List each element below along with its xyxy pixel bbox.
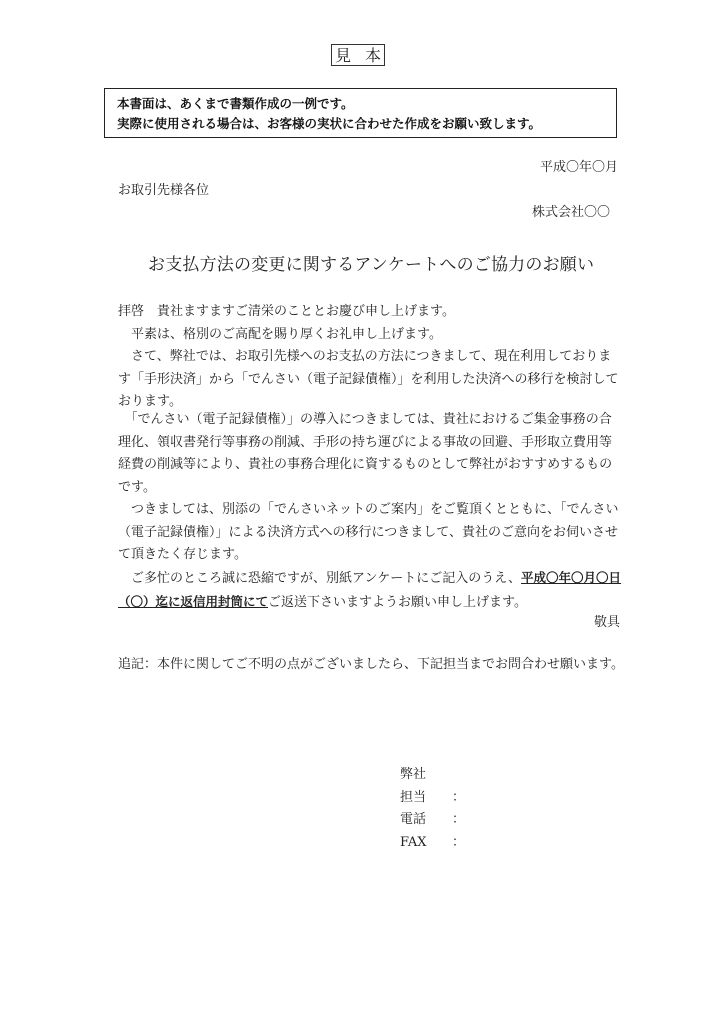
contact-label: FAX [400,834,427,850]
notice-box [104,88,617,138]
paragraph-5-pre: ご多忙のところ誠に恐縮ですが、別紙アンケートにご記入のうえ、 [118,571,522,586]
notice-line-2: 実際に使用される場合は、お客様の実状に合わせた作成をお願い致します。 [117,116,542,131]
contact-block [400,764,465,854]
contact-row-person [400,787,465,810]
contact-company: 弊社 [400,767,427,782]
contact-row-phone [400,809,465,832]
paragraph-3: 「でんさい（電子記録債権）」の導入につきましては、貴社におけるご集金事務の合理化、領収書発行等事務の削減、手形の持ち運びによる事故の回避、手形取立費用等経費の削減等により、貴社の事務合理化に資するものとして弊社がおすすめするものです。 [118,412,613,495]
contact-sep: ： [452,834,466,850]
body-intro [118,301,623,414]
document-title: お支払方法の変更に関するアンケートへのご協力のお願い [148,255,595,275]
paragraph-2: さて、弊社では、お取引先様へのお支払の方法につきまして、現在利用しております「手形決済」から「でんさい（電子記録債権）」を利用した決済への移行を検討しております。 [118,349,619,409]
greeting: 拝啓 貴社ますますご清栄のこととお慶び申し上げます。 [118,304,455,319]
contact-sep: ： [452,812,466,827]
contact-label: 担当 [400,789,427,805]
contact-row-fax [400,832,465,855]
sample-char-1: 見 [335,46,352,65]
paragraph-5-post: ご返送下さいますようお願い申し上げます。 [268,594,527,610]
reply-deadline: 平成〇年〇月〇日（〇）迄に返信用封筒にて [118,570,622,609]
paragraph-5 [118,567,623,614]
date: 平成〇年〇月 [539,160,618,175]
contact-sep: ： [452,789,466,805]
sample-char-2: 本 [364,46,381,65]
postscript: 追記：本件に関してご不明の点がございましたら、下記担当までお問合わせ願います。 [118,657,624,672]
addressee: お取引先様各位 [118,183,210,198]
paragraph-4: つきましては、別添の「でんさいネットのご案内」をご覧頂くとともに、「でんさい（電子記録債権）」による決済方式への移行につきまして、貴社のご意向をお伺いさせて頂きたく存じます。 [118,502,619,562]
sender-company: 株式会社〇〇 [531,205,610,220]
sample-stamp [331,44,385,66]
paragraph-1: 平素は、格別のご高配を賜り厚くお礼申し上げます。 [118,326,442,342]
contact-label: 電話 [400,812,427,827]
notice-line-1: 本書面は、あくまで書類作成の一例です。 [117,96,354,111]
closing: 敬具 [593,615,620,630]
